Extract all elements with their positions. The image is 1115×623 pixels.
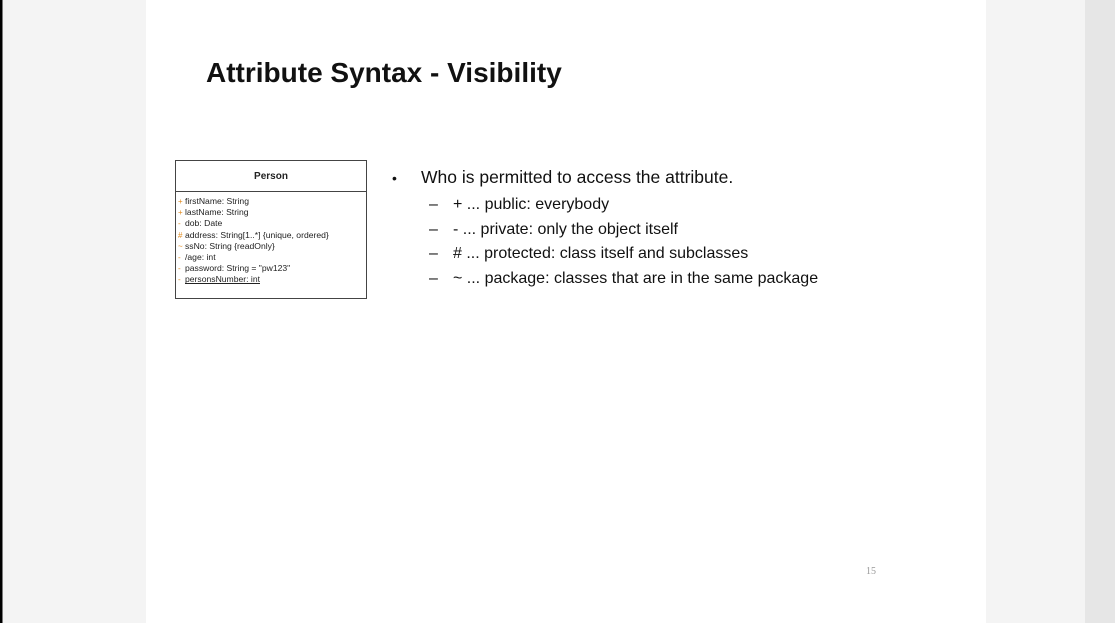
- visibility-marker: -: [178, 275, 181, 285]
- visibility-marker: ~: [178, 241, 183, 251]
- sub-bullet-protected: [392, 242, 818, 267]
- sub-bullet-list: [392, 193, 818, 292]
- visibility-marker: #: [178, 230, 183, 240]
- attribute-text: address: String[1..*] {unique, ordered}: [185, 229, 329, 240]
- visibility-marker: -: [178, 219, 181, 229]
- sub-bullet-private: [392, 218, 818, 243]
- visibility-marker: +: [178, 197, 183, 206]
- attribute-text: /age: int: [185, 252, 216, 263]
- bullet-list: [392, 165, 818, 292]
- uml-class-diagram: [175, 160, 367, 299]
- uml-attribute: [178, 241, 366, 252]
- uml-attribute: [178, 230, 366, 241]
- uml-attribute: [178, 252, 366, 263]
- attribute-text: ssNo: String {readOnly}: [185, 240, 275, 251]
- uml-attribute-list: [176, 192, 366, 286]
- dash-marker: –: [429, 196, 438, 213]
- uml-attribute: [178, 207, 366, 218]
- visibility-marker: -: [178, 264, 181, 274]
- bullet-text: Who is permitted to access the attribute.: [421, 167, 734, 187]
- uml-attribute: [178, 263, 366, 274]
- dash-marker: –: [429, 270, 438, 288]
- slide: [146, 0, 986, 623]
- uml-attribute: [178, 196, 366, 207]
- sub-bullet-text: # ... protected: class itself and subclasses: [453, 245, 749, 263]
- attribute-text: dob: Date: [185, 218, 223, 229]
- uml-class-name: Person: [176, 161, 366, 192]
- slide-title: Attribute Syntax - Visibility: [206, 57, 562, 88]
- sub-bullet-public: [392, 193, 818, 218]
- attribute-text: lastName: String: [185, 207, 249, 218]
- bullet-dot-icon: •: [392, 170, 397, 186]
- attribute-text: firstName: String: [185, 196, 249, 206]
- sub-bullet-text: ~ ... package: classes that are in the same package: [453, 270, 819, 288]
- dash-marker: –: [429, 220, 438, 238]
- sub-bullet-text: - ... private: only the object itself: [453, 220, 678, 238]
- visibility-marker: -: [178, 253, 181, 263]
- uml-attribute-static: [178, 274, 366, 285]
- dash-marker: –: [429, 245, 438, 263]
- bullet-item: [392, 165, 818, 292]
- attribute-text: password: String = "pw123": [185, 263, 291, 274]
- sub-bullet-text: + ... public: everybody: [453, 196, 610, 213]
- uml-attribute: [178, 218, 366, 229]
- side-panel-strip: [1085, 0, 1115, 623]
- sub-bullet-package: [392, 267, 818, 292]
- attribute-text: personsNumber: int: [185, 274, 260, 285]
- page-number: 15: [866, 566, 876, 577]
- visibility-marker: +: [178, 208, 183, 218]
